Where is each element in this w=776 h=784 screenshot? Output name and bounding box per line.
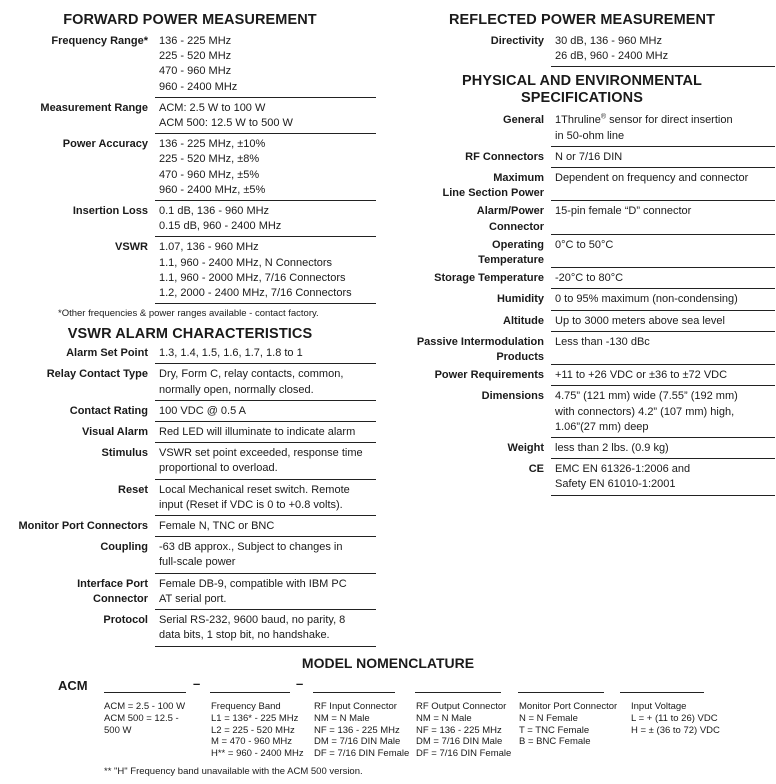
spec-label-line: Operating (492, 238, 544, 251)
spec-value (551, 292, 775, 310)
nomenclature-line: NM = N Male (416, 712, 472, 724)
spec-value-line: input (Reset if VDC is 0 to +0.8 volts). (159, 498, 343, 511)
nomenclature-line: DM = 7/16 DIN Male (314, 736, 401, 748)
spec-value-line: EMC EN 61326-1:2006 and (555, 463, 691, 476)
nomenclature-column (211, 701, 304, 760)
spec-value-line: 225 - 520 MHz (159, 50, 232, 63)
spec-value (155, 446, 376, 479)
nomenclature-line: Monitor Port Connector (519, 701, 618, 712)
spec-value (551, 113, 775, 146)
spec-row (388, 238, 776, 268)
spec-row (0, 346, 380, 364)
spec-value-line (555, 113, 775, 128)
spec-label (0, 137, 155, 201)
vswr-alarm-title: VSWR ALARM CHARACTERISTICS (67, 326, 313, 343)
left-column (0, 0, 380, 647)
spec-label (388, 462, 551, 495)
spec-value (155, 367, 376, 400)
spec-label (388, 271, 551, 289)
physical-title (388, 73, 776, 107)
nomenclature-line: H = ± (36 to 72) VDC (631, 724, 720, 736)
code-blank (620, 692, 704, 693)
spec-value-line: 1.3, 1.4, 1.5, 1.6, 1.7, 1.8 to 1 (159, 347, 303, 360)
spec-row (0, 101, 380, 134)
spec-label-line: Stimulus (101, 447, 148, 460)
spec-value-line: +11 to +26 VDC or ±36 to ±72 VDC (555, 369, 728, 382)
spec-value-line: Safety EN 61010-1:2001 (555, 478, 676, 491)
spec-label-line: Measurement Range (40, 101, 148, 114)
spec-value-line: 470 - 960 MHz, ±5% (159, 168, 260, 181)
spec-value-line: 136 - 225 MHz, ±10% (159, 138, 266, 151)
spec-label (0, 101, 155, 134)
nomenclature-line: NF = 136 - 225 MHz (416, 724, 502, 736)
spec-value-line: 470 - 960 MHz (159, 65, 232, 78)
spec-row (0, 240, 380, 304)
spec-value (155, 137, 376, 201)
code-blank (210, 692, 290, 693)
spec-value-line: 1.2, 2000 - 2400 MHz, 7/16 Connectors (159, 287, 352, 300)
spec-value-line: 100 VDC @ 0.5 A (159, 404, 246, 417)
spec-value-line: N or 7/16 DIN (555, 150, 623, 163)
spec-label (0, 425, 155, 443)
spec-value-line: Red LED will illuminate to indicate alarm (159, 426, 356, 439)
spec-value (155, 404, 376, 422)
spec-row (0, 519, 380, 537)
nomenclature-line: T = TNC Female (519, 724, 590, 736)
spec-value (551, 389, 775, 438)
spec-value (551, 271, 775, 289)
spec-value-line: Female DB-9, compatible with IBM PC (159, 577, 347, 590)
spec-label-line: Maximum (493, 172, 544, 185)
spec-value-line: 26 dB, 960 - 2400 MHz (555, 50, 669, 63)
spec-row (0, 613, 380, 646)
spec-label-line: Protocol (103, 614, 148, 627)
nomenclature-line: 500 W (104, 724, 132, 736)
spec-value-line: data bits, 1 stop bit, no handshake. (159, 629, 330, 642)
spec-row (388, 271, 776, 289)
spec-value (155, 519, 376, 537)
spec-label (388, 238, 551, 268)
forward-power-title: FORWARD POWER MEASUREMENT (63, 12, 317, 28)
spec-value-line: full-scale power (159, 556, 236, 569)
nomenclature-line: ACM = 2.5 - 100 W (104, 701, 186, 712)
spec-label-line: Alarm Set Point (66, 347, 148, 360)
spec-value-line: VSWR set point exceeded, response time (159, 447, 363, 460)
spec-value (551, 238, 775, 268)
spec-label-line: Weight (507, 442, 544, 455)
spec-label-line: Connector (93, 592, 148, 605)
spec-row-general (388, 113, 776, 146)
spec-row (0, 425, 380, 443)
spec-label (388, 314, 551, 332)
spec-value (155, 483, 376, 516)
spec-value (155, 577, 376, 610)
spec-value-line: 1.06”(27 mm) deep (555, 420, 649, 433)
spec-value (551, 150, 775, 168)
spec-label (0, 483, 155, 516)
spec-value-line: 136 - 225 MHz (159, 35, 232, 47)
spec-row (388, 171, 776, 201)
spec-label (388, 389, 551, 438)
spec-row (388, 314, 776, 332)
reflected-power-title: REFLECTED POWER MEASUREMENT (448, 12, 716, 28)
spec-label (0, 240, 155, 304)
nomenclature-line: M = 470 - 960 MHz (211, 736, 293, 748)
nomenclature-line: N = N Female (519, 712, 578, 724)
spec-value-line: Local Mechanical reset switch. Remote (159, 483, 350, 496)
spec-value-line: normally open, normally closed. (159, 383, 314, 396)
right-column (388, 0, 776, 496)
spec-row (0, 404, 380, 422)
spec-label (388, 34, 551, 67)
nomenclature-column (519, 701, 617, 748)
spec-row (0, 540, 380, 573)
spec-value (155, 204, 376, 237)
spec-value-line: 1.07, 136 - 960 MHz (159, 241, 259, 254)
spec-label-line: Connector (489, 220, 544, 233)
spec-value-line: 30 dB, 136 - 960 MHz (555, 35, 663, 47)
nomenclature-line: DM = 7/16 DIN Male (416, 736, 503, 748)
spec-value-line: 15-pin female “D” connector (555, 205, 692, 218)
spec-row (388, 34, 776, 67)
spec-row (0, 446, 380, 479)
registered-mark: ® (600, 113, 607, 121)
spec-value-line: Serial RS-232, 9600 baud, no parity, 8 (159, 614, 346, 627)
spec-value-line: Female N, TNC or BNC (159, 520, 275, 533)
spec-label-line: Visual Alarm (81, 426, 148, 439)
spec-label-line: Line Section Power (442, 187, 544, 200)
physical-rows (388, 150, 776, 496)
nomenclature-line: DF = 7/16 DIN Female (416, 748, 512, 760)
spec-label-line: Storage Temperature (434, 272, 544, 285)
model-nomenclature-title: MODEL NOMENCLATURE (301, 655, 475, 671)
nomenclature-line: L1 = 136* - 225 MHz (211, 712, 299, 724)
spec-label-line: RF Connectors (465, 150, 544, 163)
code-blank (104, 692, 186, 693)
nomenclature-line: DF = 7/16 DIN Female (314, 748, 410, 760)
code-blank (313, 692, 395, 693)
spec-value-line: 1.1, 960 - 2000 MHz, 7/16 Connectors (159, 271, 346, 284)
nomenclature-line: Input Voltage (631, 701, 687, 712)
nomenclature-line: RF Output Connector (416, 701, 507, 712)
code-blank (415, 692, 501, 693)
spec-label-line: Dimensions (481, 390, 544, 403)
model-prefix: ACM (58, 678, 88, 693)
spec-label (388, 292, 551, 310)
vswr-alarm-table (0, 346, 380, 646)
spec-label-line: Reset (118, 483, 148, 496)
spec-row (388, 292, 776, 310)
spec-value (551, 441, 775, 459)
spec-row (0, 577, 380, 610)
spec-label-line: Alarm/Power (476, 205, 544, 218)
spec-value (155, 346, 376, 364)
spec-label-line: Contact Rating (69, 404, 148, 417)
spec-label-line: Relay Contact Type (46, 368, 148, 381)
code-blank (518, 692, 604, 693)
spec-value (155, 34, 376, 98)
spec-value-line: ACM: 2.5 W to 100 W (159, 101, 266, 114)
code-dash: – (296, 676, 304, 691)
physical-title-line: PHYSICAL AND ENVIRONMENTAL (462, 73, 702, 90)
spec-label-line: Interface Port (77, 577, 148, 590)
spec-value-line: -63 dB approx., Subject to changes in (159, 541, 343, 554)
spec-value-line: ACM 500: 12.5 W to 500 W (159, 117, 293, 130)
spec-label (388, 441, 551, 459)
spec-row (388, 441, 776, 459)
spec-label (388, 150, 551, 168)
spec-value (155, 540, 376, 573)
spec-value-line: 0 to 95% maximum (non-condensing) (555, 293, 738, 306)
nomenclature-line: NM = N Male (314, 712, 370, 724)
spec-value (551, 368, 775, 386)
spec-value-line: AT serial port. (159, 592, 227, 605)
spec-value-line: less than 2 lbs. (0.9 kg) (555, 442, 669, 455)
spec-row (0, 367, 380, 400)
spec-label (0, 613, 155, 646)
forward-power-table (0, 34, 380, 304)
reflected-power-table (388, 34, 776, 67)
nomenclature-line: ACM 500 = 12.5 - (104, 712, 179, 724)
nomenclature-line: H** = 960 - 2400 MHz (211, 748, 304, 760)
spec-label-line: Power Accuracy (62, 138, 148, 151)
spec-value (551, 171, 775, 201)
spec-value-line: -20°C to 80°C (555, 272, 624, 285)
spec-label-line: Temperature (478, 254, 544, 267)
spec-row (388, 462, 776, 495)
spec-row (0, 34, 380, 98)
spec-row (388, 389, 776, 438)
spec-label (0, 577, 155, 610)
spec-value-line: Dry, Form C, relay contacts, common, (159, 368, 344, 381)
spec-value (551, 462, 775, 495)
spec-label-line: General (503, 114, 544, 127)
general-text: sensor for direct insertion (606, 114, 733, 127)
spec-label (0, 367, 155, 400)
spec-label (0, 404, 155, 422)
nomenclature-column (104, 701, 185, 736)
physical-table (388, 113, 776, 495)
spec-row (388, 150, 776, 168)
spec-value-line: 225 - 520 MHz, ±8% (159, 153, 260, 166)
spec-label (0, 204, 155, 237)
spec-label-line: Power Requirements (434, 369, 544, 382)
spec-value-line: Less than -130 dBc (555, 335, 650, 348)
spec-value-line: Dependent on frequency and connector (555, 172, 749, 185)
spec-row (0, 204, 380, 237)
nomenclature-line: Frequency Band (211, 701, 281, 712)
spec-label-line: Monitor Port Connectors (18, 520, 148, 533)
spec-value-line: Up to 3000 meters above sea level (555, 314, 725, 327)
spec-label-line: Products (496, 351, 544, 364)
spec-row (388, 335, 776, 365)
nomenclature-line: RF Input Connector (314, 701, 397, 712)
nomenclature-column (416, 701, 511, 760)
spec-value (551, 335, 775, 365)
spec-label-line: Frequency Range* (51, 35, 148, 47)
spec-label (0, 446, 155, 479)
spec-row (0, 483, 380, 516)
nomenclature-footnote: ** "H" Frequency band unavailable with the ACM 500 version. (104, 766, 363, 777)
spec-label (388, 368, 551, 386)
nomenclature-line: NF = 136 - 225 MHz (314, 724, 400, 736)
spec-row (388, 368, 776, 386)
spec-label-line: CE (528, 463, 544, 476)
spec-value-line: 4.75” (121 mm) wide (7.55” (192 mm) (555, 390, 738, 403)
spec-label-line: VSWR (115, 241, 148, 254)
spec-value-line: 0°C to 50°C (555, 238, 614, 251)
nomenclature-column (631, 701, 720, 736)
spec-row (388, 204, 776, 234)
nomenclature-line: B = BNC Female (519, 736, 591, 748)
physical-title-line: SPECIFICATIONS (521, 90, 643, 107)
spec-value-line: in 50-ohm line (555, 129, 625, 142)
spec-value (155, 240, 376, 304)
spec-value (551, 314, 775, 332)
spec-value-line: proportional to overload. (159, 462, 278, 475)
spec-label (0, 540, 155, 573)
spec-label-line: Humidity (496, 293, 544, 306)
spec-value (155, 425, 376, 443)
spec-label (388, 335, 551, 365)
spec-value-line: 960 - 2400 MHz, ±5% (159, 183, 266, 196)
spec-label (388, 204, 551, 234)
spec-value-line: 0.15 dB, 960 - 2400 MHz (159, 220, 282, 233)
nomenclature-line: L = + (11 to 26) VDC (631, 712, 718, 724)
spec-label (0, 346, 155, 364)
spec-label-line: Insertion Loss (72, 205, 148, 218)
nomenclature-column (314, 701, 409, 760)
spec-label (388, 113, 551, 146)
spec-value-line: with connectors) 4.2” (107 mm) high, (555, 405, 735, 418)
spec-label (388, 171, 551, 201)
spec-row (0, 137, 380, 201)
code-dash: – (193, 676, 201, 691)
spec-value (551, 34, 775, 67)
thruline-brand: 1Thruline (555, 114, 601, 127)
spec-label (0, 34, 155, 98)
spec-value (155, 101, 376, 134)
spec-label-line: Coupling (100, 541, 148, 554)
spec-value (551, 204, 775, 234)
spec-label (0, 519, 155, 537)
spec-value (155, 613, 376, 646)
nomenclature-line: L2 = 225 - 520 MHz (211, 724, 295, 736)
forward-footnote: *Other frequencies & power ranges available - contact factory. (58, 308, 319, 320)
spec-value-line: 0.1 dB, 136 - 960 MHz (159, 205, 270, 218)
spec-value-line: 960 - 2400 MHz (159, 80, 238, 93)
spec-label-line: Passive Intermodulation (416, 335, 544, 348)
spec-label-line: Altitude (503, 314, 544, 327)
spec-label-line: Directivity (490, 35, 544, 47)
spec-value-line: 1.1, 960 - 2400 MHz, N Connectors (159, 256, 333, 269)
